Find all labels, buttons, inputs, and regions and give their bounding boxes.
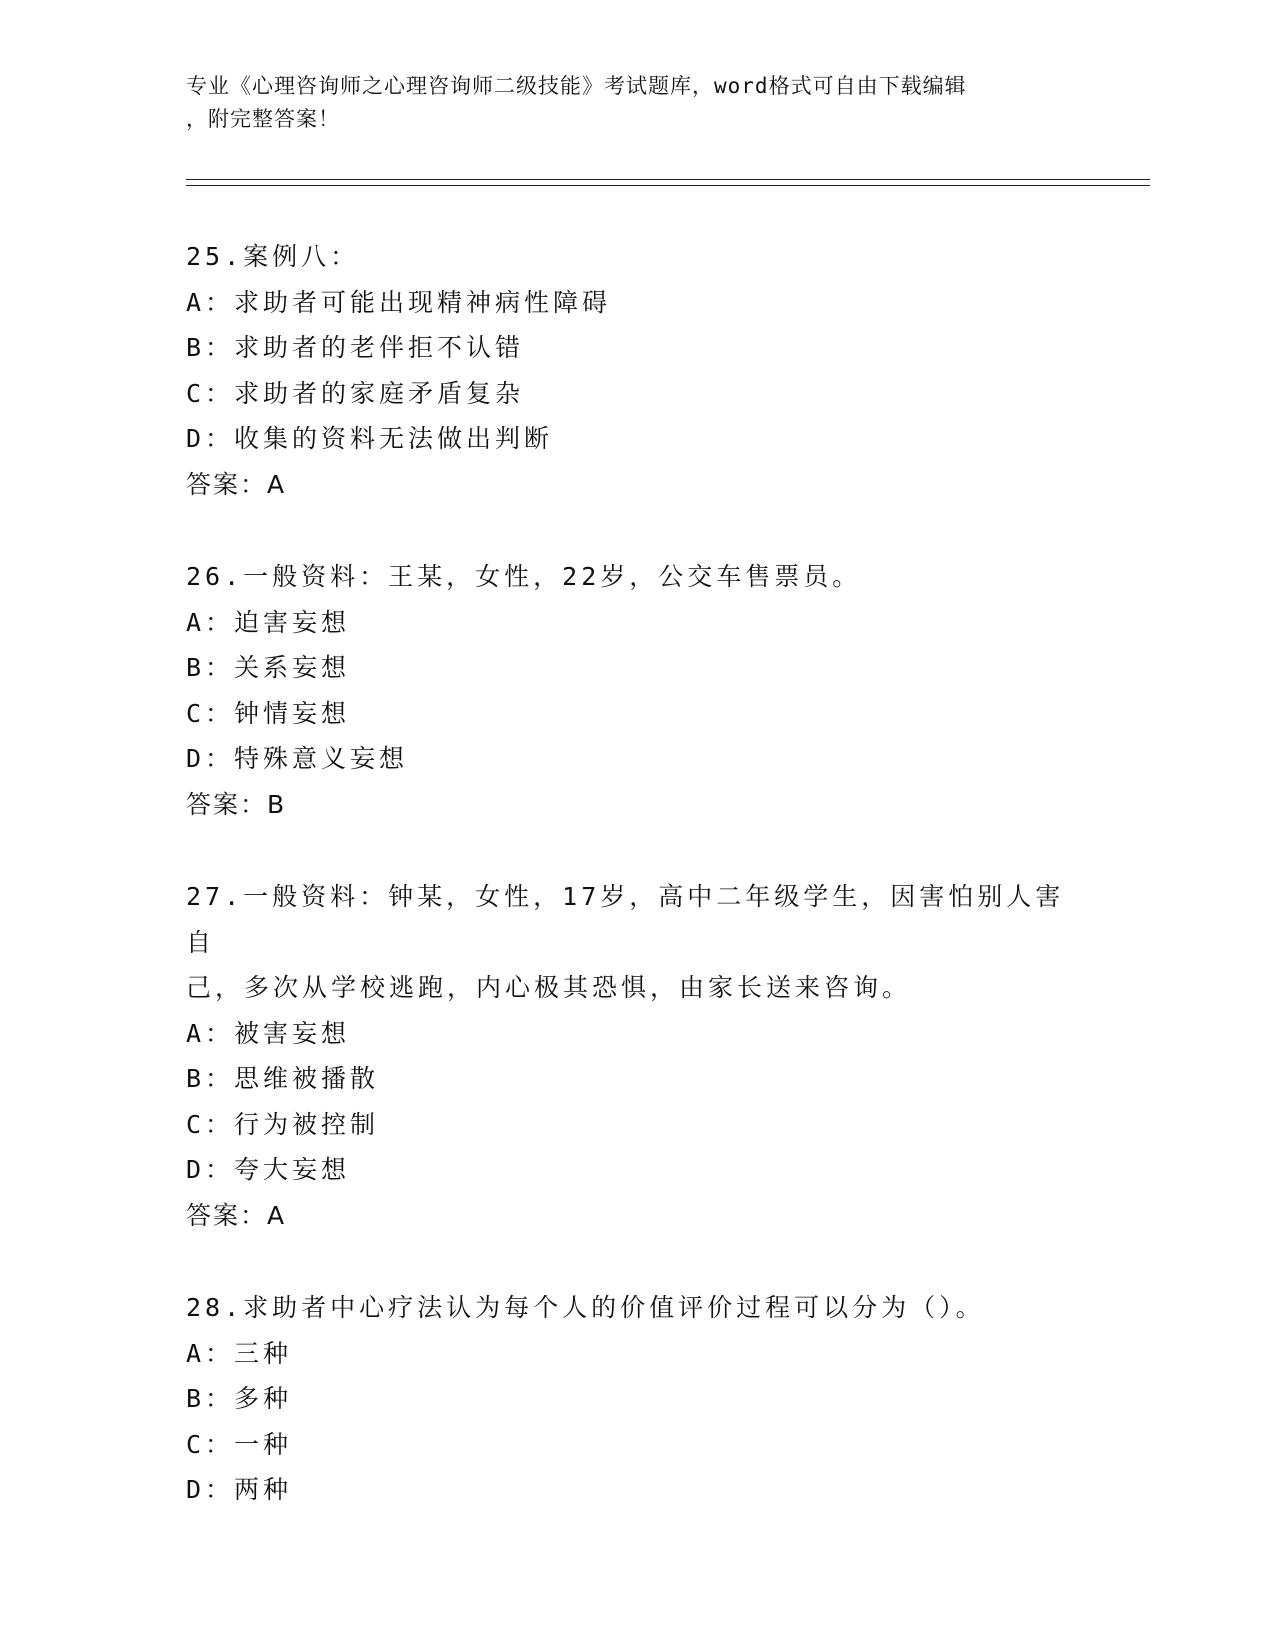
question-28 — [186, 1285, 1086, 1513]
option-d: D：两种 — [186, 1475, 293, 1504]
option-d: D：收集的资料无法做出判断 — [186, 424, 554, 453]
option-d: D：夸大妄想 — [186, 1155, 351, 1184]
option-c: C：一种 — [186, 1429, 293, 1459]
option-a: A：被害妄想 — [186, 1018, 351, 1048]
option-d: D：特殊意义妄想 — [186, 744, 409, 773]
option-c: C：求助者的家庭矛盾复杂 — [186, 378, 525, 408]
answer-line: 答案：A — [186, 1200, 287, 1230]
question-27 — [186, 874, 1086, 1238]
header-divider-top — [186, 179, 1150, 180]
header-line-2: ，附完整答案！ — [186, 107, 340, 131]
question-stem: 28.求助者中心疗法认为每个人的价值评价过程可以分为（）。 — [186, 1293, 985, 1322]
answer-line: 答案：A — [186, 469, 287, 499]
option-c: C：行为被控制 — [186, 1109, 380, 1139]
answer-line: 答案：B — [186, 789, 287, 819]
option-b: B：求助者的老伴拒不认错 — [186, 333, 525, 362]
header-line-1: 专业《心理咨询师之心理咨询师二级技能》考试题库，word格式可自由下载编辑 — [186, 74, 967, 98]
option-b: B：关系妄想 — [186, 653, 351, 682]
question-list — [186, 234, 1086, 1560]
option-a: A：三种 — [186, 1338, 293, 1368]
header-divider-bottom — [186, 185, 1150, 186]
option-a: A：迫害妄想 — [186, 607, 351, 637]
question-25 — [186, 234, 1086, 507]
question-stem: 26.一般资料：王某，女性，22岁，公交车售票员。 — [186, 562, 862, 591]
option-b: B：多种 — [186, 1384, 293, 1413]
question-26 — [186, 554, 1086, 827]
question-stem-line-2: 己，多次从学校逃跑，内心极其恐惧，由家长送来咨询。 — [186, 973, 912, 1002]
question-stem: 25.案例八： — [186, 242, 360, 271]
option-a: A：求助者可能出现精神病性障碍 — [186, 287, 612, 317]
option-c: C：钟情妄想 — [186, 698, 351, 728]
option-b: B：思维被播散 — [186, 1064, 380, 1093]
question-stem-line-1: 27.一般资料：钟某，女性，17岁，高中二年级学生，因害怕别人害自 — [186, 882, 1065, 957]
document-header — [186, 70, 1086, 136]
